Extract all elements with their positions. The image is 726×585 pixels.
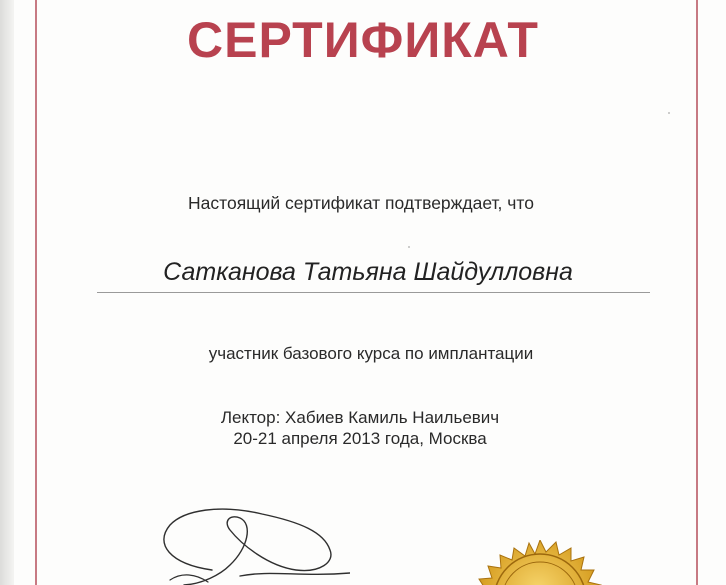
gold-seal-icon bbox=[470, 540, 610, 585]
scan-speck bbox=[408, 246, 410, 248]
course-text: участник базового курса по имплантации bbox=[208, 344, 534, 363]
recipient-name: Саткaнова Татьяна Шайдулловна bbox=[163, 258, 573, 286]
scan-edge-shadow bbox=[0, 0, 14, 585]
name-underline bbox=[97, 292, 650, 293]
certificate-title: СЕРТИФИКАТ bbox=[187, 12, 539, 68]
date-place-text: 20-21 апреля 2013 года, Москва bbox=[233, 429, 487, 448]
lecturer-text: Лектор: Хабиев Камиль Наильевич bbox=[220, 408, 500, 427]
left-border-line bbox=[35, 0, 37, 585]
right-border-line bbox=[696, 0, 698, 585]
signature-image bbox=[150, 500, 350, 585]
scan-speck bbox=[668, 112, 670, 114]
intro-text: Настоящий сертификат подтверждает, что bbox=[188, 193, 534, 213]
